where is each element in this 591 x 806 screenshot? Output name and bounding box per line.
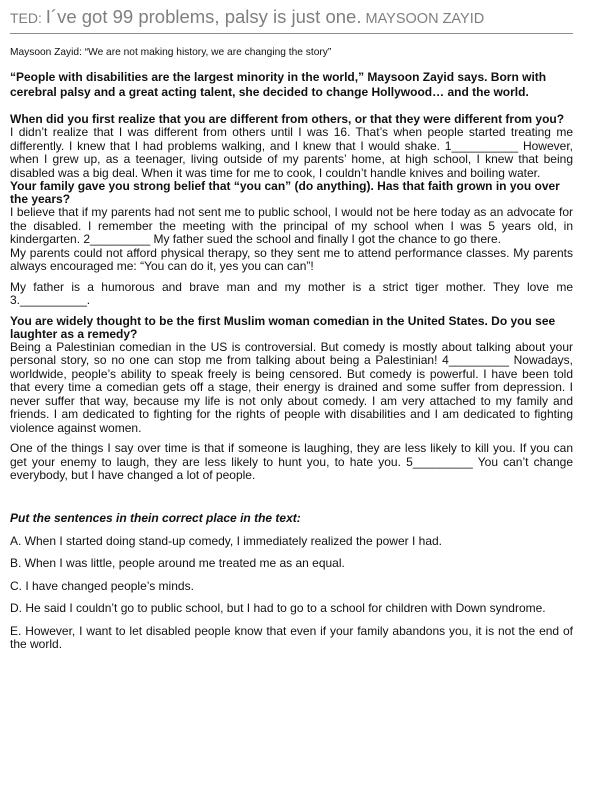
interview-subtitle: Maysoon Zayid: “We are not making history, we are changing the story”: [10, 47, 332, 58]
option-c: C. I have changed people’s minds.: [10, 578, 194, 593]
option-d: D. He said I couldn’t go to public school, but I had to go to a school for children with Down syndrome.: [10, 601, 546, 615]
interview-section-2: [10, 180, 573, 308]
exercise-instruction: Put the sentences in thein correct place in the text:: [10, 510, 301, 525]
answer-3-paragraph-1: Being a Palestinian comedian in the US is controversial. But comedy is mostly about talking about your personal story, so no one can stop me from talking about being a Palestinian! 4_________ Nowadays, worldwide, people’s ability to speak freely is being censored. But comedy is powerful. I have been told that every time a comedian gets off a stage, their energy is drained and some suffer from depression. I never suffer that way, because my life is not only about comedy. I am very attached to my family and friends. I am dedicated to fighting for the rights of people with disabilities and I am dedicated to fighting violence against women.: [10, 339, 573, 435]
option-e: E. However, I want to let disabled people know that even if your family abandons you, it is not the end of the world.: [10, 623, 573, 651]
answer-1-paragraph-1: I didn’t realize that I was different from others until I was 16. That’s when people started treating me differently. I knew that I had problems walking, and I knew that I would shake. 1__________ However, when I grew up, as a teenager, living outside of my parents’ home, at high school, I knew that being disabled was a big deal. When it was time for me to cook, I couldn’t handle knives and boiling water.: [10, 125, 573, 180]
interview-section-3: [10, 315, 573, 483]
answer-3-paragraph-2: One of the things I say over time is that if someone is laughing, they are less likely to kill you. If you can get your enemy to laugh, they are less likely to hunt you, to hate you. 5_________ You can’t change everybody, but I have changed a lot of people.: [10, 441, 573, 482]
option-b: B. When I was little, people around me treated me as an equal.: [10, 556, 345, 570]
worksheet-page: [10, 6, 573, 661]
answer-2-paragraph-3: My father is a humorous and brave man and my mother is a strict tiger mother. They love me 3.__________.: [10, 279, 573, 307]
answer-2-paragraph-2: My parents could not afford physical therapy, so they sent me to attend performance classes. My parents always encouraged me: “You can do it, yes you can can”!: [10, 245, 573, 273]
question-3: You are widely thought to be the first Muslim woman comedian in the United States. Do you see laughter as a remedy?: [10, 313, 556, 341]
header-title: I´ve got 99 problems, palsy is just one.: [45, 6, 362, 27]
header-author: MAYSOON ZAYID: [361, 11, 485, 27]
intro-paragraph: “People with disabilities are the largest minority in the world,” Maysoon Zayid says. Born with cerebral palsy and a great acting talent, she decided to change Hollywood… and the world.: [10, 70, 547, 99]
interview-section-1: [10, 113, 573, 180]
question-1: When did you first realize that you are different from others, or that they were different from you?: [10, 112, 565, 126]
question-2: Your family gave you strong belief that “you can” (do anything). Has that faith grown in you over the years?: [10, 179, 560, 206]
option-a: A. When I started doing stand-up comedy, I immediately realized the power I had.: [10, 533, 442, 548]
document-header: [10, 6, 573, 34]
answer-2-paragraph-1: I believe that if my parents had not sent me to public school, I would not be here today as an advocate for the disabled. I remember the meeting with the principal of my school when I was 5 years old, in kindergarten. 2_________ My father sued the school and finally I got the chance to go there.: [10, 205, 573, 246]
options-list: [10, 535, 573, 652]
header-prefix: TED:: [10, 10, 46, 26]
